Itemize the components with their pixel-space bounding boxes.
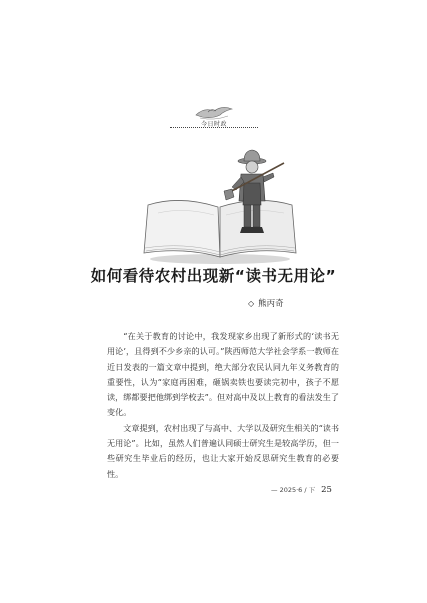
section-label: 今日时政: [200, 121, 227, 128]
article-title: 如何看待农村出现新“读书无用论”: [90, 267, 337, 285]
page-footer: [271, 485, 332, 495]
issue-label: — 2025·6 / 下: [271, 486, 316, 494]
paragraph: “在关于教育的讨论中，我发现家乡出现了新形式的‘读书无用论’，且得到不少乡亲的认可。”陕西师范大学社会学系一教师在近日发表的一篇文章中提到，绝大部分农民认同九年义务教育的重要性，认为“家庭再困难，砸锅卖铁也要读完初中，孩子不愿读，绑都要把他绑到学校去”。但对高中及以上教育的看法发生了变化。: [107, 331, 339, 418]
page-number: 25: [321, 485, 332, 495]
header-divider: [170, 127, 258, 128]
paragraph: 文章提到，农村出现了与高中、大学以及研究生相关的“读书无用论”。比如，虽然人们普遍认同硕士研究生是较高学历，但一些研究生毕业后的经历，也让大家开始反思研究生教育的必要性。: [107, 422, 339, 479]
author-name: 熊丙奇: [258, 299, 284, 309]
diamond-icon: ◇: [248, 299, 255, 308]
byline: [248, 297, 284, 309]
book-farmer-illustration: [140, 143, 300, 267]
article-body: [107, 329, 339, 482]
